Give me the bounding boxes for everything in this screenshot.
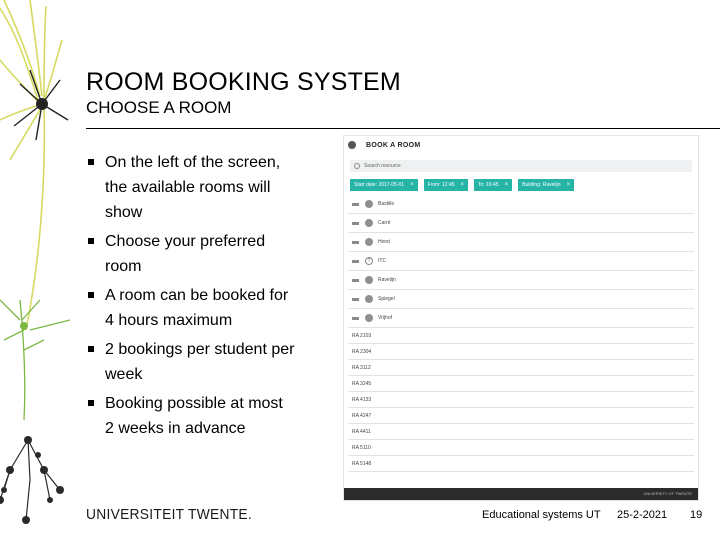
room-row[interactable]: RA 5148 — [348, 456, 694, 472]
university-logo: UNIVERSITEIT TWENTE. — [86, 506, 253, 523]
building-icon — [365, 219, 373, 227]
room-row[interactable]: RA 4133 — [348, 392, 694, 408]
bullet-item: On the left of the screen, the available rooms will show — [86, 150, 296, 225]
app-footer: UNIVERSITY OF TWENTE — [344, 488, 698, 500]
room-row[interactable]: RA 3112 — [348, 360, 694, 376]
filter-chips — [350, 179, 692, 191]
building-row[interactable]: Spiegel — [348, 290, 694, 309]
room-row[interactable]: RA 4247 — [348, 408, 694, 424]
building-icon — [365, 238, 373, 246]
footer-caption: Educational systems UT — [482, 509, 601, 521]
filter-chip-to[interactable]: To: 16:45 × — [474, 179, 512, 191]
toggle-icon[interactable] — [352, 203, 359, 206]
booking-app-screenshot — [343, 135, 699, 501]
toggle-icon[interactable] — [352, 298, 359, 301]
toggle-icon[interactable] — [352, 222, 359, 225]
title-divider — [86, 128, 720, 129]
room-row[interactable]: RA 4411 — [348, 424, 694, 440]
building-row[interactable]: ? ITC — [348, 252, 694, 271]
building-row[interactable]: Bastille — [348, 195, 694, 214]
close-icon[interactable]: × — [460, 182, 465, 188]
building-row[interactable]: Ravelijn — [348, 271, 694, 290]
toggle-icon[interactable] — [352, 241, 359, 244]
bullet-icon — [88, 292, 94, 298]
bullet-item: Booking possible at most 2 weeks in advance — [86, 391, 296, 441]
slide-subtitle: CHOOSE A ROOM — [86, 98, 232, 117]
bullet-icon — [88, 346, 94, 352]
search-icon — [354, 163, 360, 169]
help-icon: ? — [365, 257, 373, 265]
app-logo-icon — [348, 141, 356, 149]
filter-chip-from[interactable]: From: 12:45 × — [424, 179, 468, 191]
building-icon — [365, 276, 373, 284]
close-icon[interactable]: × — [410, 182, 414, 188]
building-row[interactable]: Horst — [348, 233, 694, 252]
neuron-decoration — [0, 0, 84, 540]
page-number: 19 — [690, 509, 703, 521]
room-row[interactable]: RA 2304 — [348, 344, 694, 360]
filter-chip-building[interactable]: Building: Ravelijn × — [518, 179, 574, 191]
slide-title: ROOM BOOKING SYSTEM — [86, 68, 401, 96]
close-icon[interactable]: × — [566, 182, 571, 188]
building-icon — [365, 314, 373, 322]
room-row[interactable]: RA 5110 — [348, 440, 694, 456]
close-icon[interactable]: × — [504, 182, 509, 188]
building-row[interactable]: Vrijhof — [348, 309, 694, 328]
building-icon — [365, 200, 373, 208]
bullet-icon — [88, 238, 94, 244]
toggle-icon[interactable] — [352, 317, 359, 320]
bullet-icon — [88, 400, 94, 406]
bullet-item: A room can be booked for 4 hours maximum — [86, 283, 296, 333]
filter-chip-start-date[interactable]: Start date: 2017-05-01 × — [350, 179, 418, 191]
building-icon — [365, 295, 373, 303]
search-placeholder: Search resource — [364, 163, 401, 169]
bullet-icon — [88, 159, 94, 165]
toggle-icon[interactable] — [352, 260, 359, 263]
footer-date: 25-2-2021 — [617, 509, 668, 521]
bullet-item: 2 bookings per student per week — [86, 337, 296, 387]
search-resource-input[interactable] — [350, 160, 692, 172]
app-title: BOOK A ROOM — [366, 141, 421, 149]
room-row[interactable]: RA 3245 — [348, 376, 694, 392]
app-header — [344, 136, 698, 154]
building-row[interactable]: Carré — [348, 214, 694, 233]
bullet-item: Choose your preferred room — [86, 229, 296, 279]
room-row[interactable]: RA 2103 — [348, 328, 694, 344]
toggle-icon[interactable] — [352, 279, 359, 282]
bullet-list — [86, 150, 296, 445]
